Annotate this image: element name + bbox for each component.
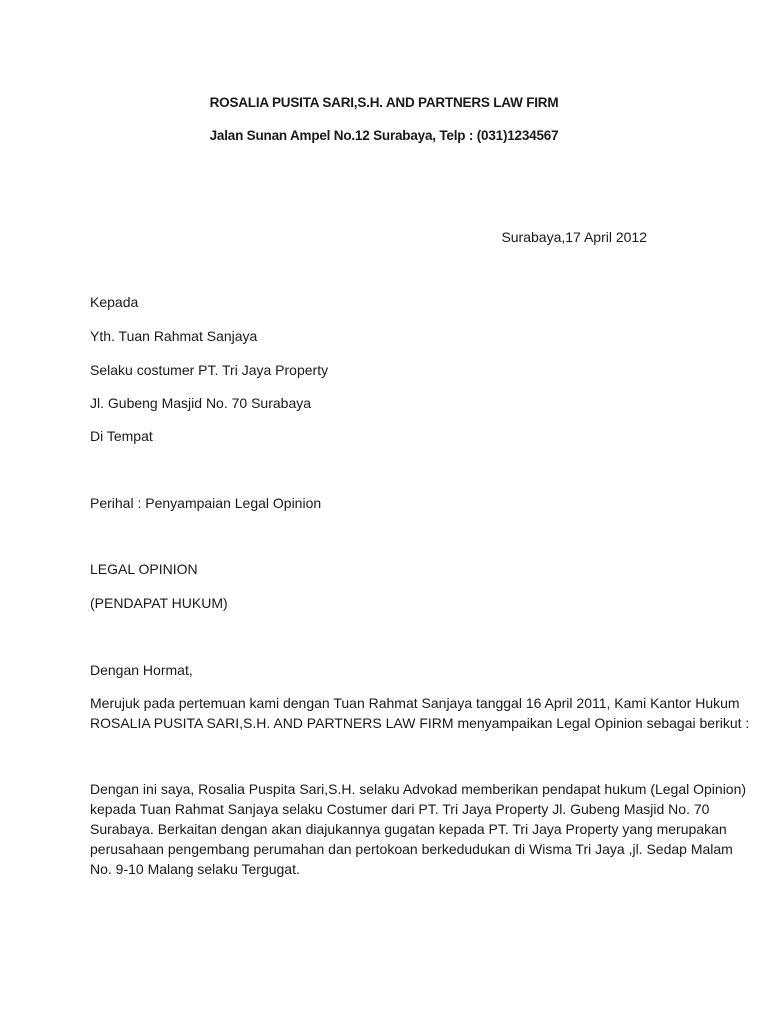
letter-date: Surabaya,17 April 2012 <box>501 229 647 245</box>
paragraph-line: ROSALIA PUSITA SARI,S.H. AND PARTNERS LAW FIRM menyampaikan Legal Opinion sebagai berikut : <box>90 715 750 731</box>
recipient-name: Yth. Tuan Rahmat Sanjaya <box>90 328 258 344</box>
recipient-address: Jl. Gubeng Masjid No. 70 Surabaya <box>90 395 312 411</box>
recipient-location: Di Tempat <box>90 428 153 444</box>
paragraph-line: perusahaan pengembang perumahan dan pertokoan berkedudukan di Wisma Tri Jaya ,jl. Sedap Malam <box>90 841 733 857</box>
paragraph-intro <box>90 693 750 733</box>
paragraph-line: Merujuk pada pertemuan kami dengan Tuan Rahmat Sanjaya tanggal 16 April 2011, Kami Kantor Hukum <box>90 695 740 711</box>
opinion-subtitle: (PENDAPAT HUKUM) <box>90 595 228 611</box>
opinion-title: LEGAL OPINION <box>90 561 198 577</box>
recipient-role: Selaku costumer PT. Tri Jaya Property <box>90 362 329 378</box>
paragraph-line: Dengan ini saya, Rosalia Puspita Sari,S.H. selaku Advokad memberikan pendapat hukum (Legal Opinion) <box>90 781 747 797</box>
firm-name-heading: ROSALIA PUSITA SARI,S.H. AND PARTNERS LAW FIRM <box>209 95 559 110</box>
greeting: Dengan Hormat, <box>90 662 193 678</box>
recipient-to-label: Kepada <box>90 294 139 310</box>
letter-subject: Perihal : Penyampaian Legal Opinion <box>90 495 322 511</box>
firm-address-heading: Jalan Sunan Ampel No.12 Surabaya, Telp : (031)1234567 <box>209 128 559 143</box>
paragraph-opinion <box>90 779 747 879</box>
paragraph-line: kepada Tuan Rahmat Sanjaya selaku Costumer dari PT. Tri Jaya Property Jl. Gubeng Masjid No. 70 <box>90 801 710 817</box>
paragraph-line: No. 9-10 Malang selaku Tergugat. <box>90 861 300 877</box>
paragraph-line: Surabaya. Berkaitan dengan akan diajukannya gugatan kepada PT. Tri Jaya Property yang merupakan <box>90 821 727 837</box>
